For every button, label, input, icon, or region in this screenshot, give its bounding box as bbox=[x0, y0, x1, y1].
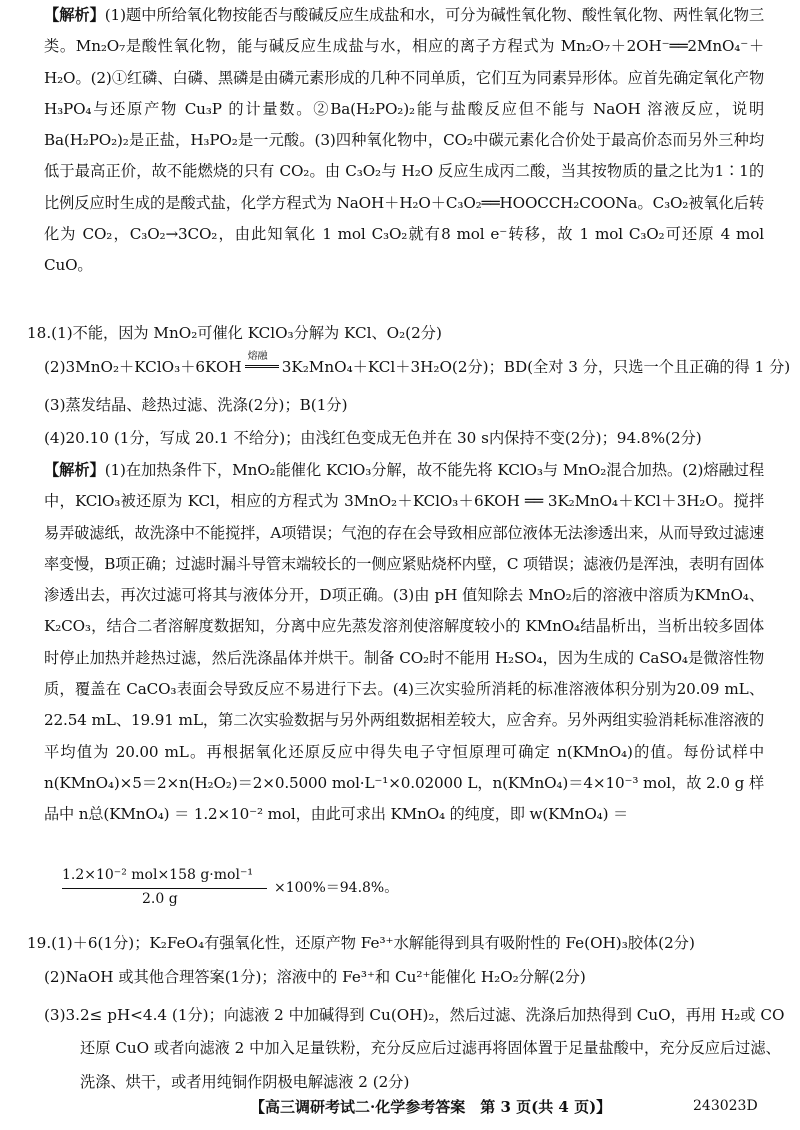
q19-part1: 19.(1)＋6(1分)；K₂FeO₄有强氧化性，还原产物 Fe³⁺水解能得到具有吸附性的 Fe(OH)₃胶体(2分) bbox=[27, 934, 695, 952]
fusion-arrow bbox=[242, 351, 282, 378]
q19-part2: (2)NaOH 或其他合理答案(1分)；溶液中的 Fe³⁺和 Cu²⁺能催化 H₂O₂分解(2分) bbox=[44, 968, 586, 986]
analysis-18-paragraph bbox=[44, 455, 764, 831]
q18-part2-reactants: (2)3MnO₂＋KClO₃＋6KOH bbox=[44, 358, 242, 376]
q18-part2-products: 3K₂MnO₄＋KCl＋3H₂O(2分)；BD(全对 3 分，只选一个且正确的得 1 分) bbox=[281, 358, 791, 376]
analysis-label: 【解析】 bbox=[44, 461, 105, 479]
fusion-condition: 熔融 bbox=[247, 351, 268, 362]
q19-part3-line2: 还原 CuO 或者向滤液 2 中加入足量铁粉，充分反应后过滤再将固体置于足量盐酸中，充分反应后过滤、 bbox=[80, 1039, 781, 1057]
q19-part3-line1: (3)3.2≤ pH<4.4 (1分)；向滤液 2 中加碱得到 Cu(OH)₂，然后过滤、洗涤后加热得到 CuO，再用 H₂或 CO bbox=[44, 1006, 785, 1024]
analysis-17-paragraph bbox=[44, 0, 764, 282]
analysis-label: 【解析】 bbox=[44, 6, 105, 24]
q18-part3: (3)蒸发结晶、趁热过滤、洗涤(2分)；B(1分) bbox=[44, 396, 348, 414]
fraction-bar bbox=[62, 888, 267, 889]
analysis-17-text: (1)题中所给氧化物按能否与酸碱反应生成盐和水，可分为碱性氧化物、酸性氧化物、两性氧化物三类。Mn₂O₇是酸性氧化物，能与碱反应生成盐与水，相应的离子方程式为 Mn₂O₇＋2OH⁻══2MnO₄⁻＋H₂O。(2)①红磷、白磷、黑磷是由磷元素形成的几种不同单质，它们互为同素异形体。应首先确定氧化产物H₃PO₄与还原产物 Cu₃P 的计量数。②Ba(H₂PO₂)₂能与盐酸反应但不能与 NaOH 溶液反应，说明Ba(H₂PO₂)₂是正盐，H₃PO₂是一元酸。(3)四种氧化物中，CO₂中碳元素化合价处于最高价态而另外三种均低于最高正价，故不能燃烧的只有 CO₂。由 C₃O₂与 H₂O 反应生成丙二酸，当其按物质的量之比为1∶1的比例反应时生成的是酸式盐，化学方程式为 NaOH＋H₂O＋C₃O₂══HOOCCH₂COONa。C₃O₂被氧化后转化为 CO₂，C₃O₂→3CO₂，由此知氧化 1 mol C₃O₂就有8 mol e⁻转移，故 1 mol C₃O₂可还原 4 mol CuO。 bbox=[44, 6, 764, 275]
q19-part3-line3: 洗涤、烘干，或者用纯铜作阴极电解滤液 2 (2分) bbox=[80, 1073, 410, 1091]
purity-fraction bbox=[62, 867, 399, 911]
q18-part1: 18.(1)不能，因为 MnO₂可催化 KClO₃分解为 KCl、O₂(2分) bbox=[27, 324, 442, 342]
analysis-18-text: (1)在加热条件下，MnO₂能催化 KClO₃分解，故不能先将 KClO₃与 MnO₂混合加热。(2)熔融过程中，KClO₃被还原为 KCl，相应的方程式为 3MnO₂＋KClO₃＋6KOH ══ 3K₂MnO₄＋KCl＋3H₂O。搅拌易弄破滤纸，故洗涤中不能搅拌，A项错误；气泡的存在会导致相应部位液体无法渗透出来，从而导致过滤速率变慢，B项正确；过滤时漏斗导管末端较长的一侧应紧贴烧杯内壁，C 项错误；滤液仍是浑浊，表明有固体渗透出去，再次过滤可将其与液体分开，D项正确。(3)由 pH 值知除去 MnO₂后的溶液中溶质为KMnO₄、K₂CO₃，结合二者溶解度数据知，分离中应先蒸发溶剂使溶解度较小的 KMnO₄结晶析出，当析出较多固体时停止加热并趁热过滤，然后洗涤晶体并烘干。制备 CO₂时不能用 H₂SO₄，因为生成的 CaSO₄是微溶性物质，覆盖在 CaCO₃表面会导致反应不易进行下去。(4)三次实验所消耗的标准溶液体积分别为20.09 mL、22.54 mL、19.91 mL，第二次实验数据与另外两组数据相差较大，应舍弃。另外两组实验消耗标准溶液的平均值为 20.00 mL。再根据氧化还原反应中得失电子守恒原理可确定 n(KMnO₄)的值。每份试样中 n(KMnO₄)×5＝2×n(H₂O₂)＝2×0.5000 mol·L⁻¹×0.02000 L，n(KMnO₄)＝4×10⁻³ mol，故 2.0 g 样品中 n总(KMnO₄) ＝ 1.2×10⁻² mol，由此可求出 KMnO₄ 的纯度，即 w(KMnO₄) ＝ bbox=[44, 461, 764, 824]
fraction-numerator: 1.2×10⁻² mol×158 g·mol⁻¹ bbox=[62, 867, 253, 883]
fraction-result: ×100%＝94.8%。 bbox=[274, 880, 399, 896]
fraction-denominator: 2.0 g bbox=[142, 891, 178, 907]
q18-part4: (4)20.10 (1分，写成 20.1 不给分)；由浅红色变成无色并在 30 s内保持不变(2分)；94.8%(2分) bbox=[44, 429, 702, 447]
q18-part2 bbox=[44, 351, 791, 378]
page-footer-title: 【高三调研考试二·化学参考答案 第 3 页(共 4 页)】 bbox=[250, 1098, 612, 1116]
document-code: 243023D bbox=[693, 1098, 758, 1114]
